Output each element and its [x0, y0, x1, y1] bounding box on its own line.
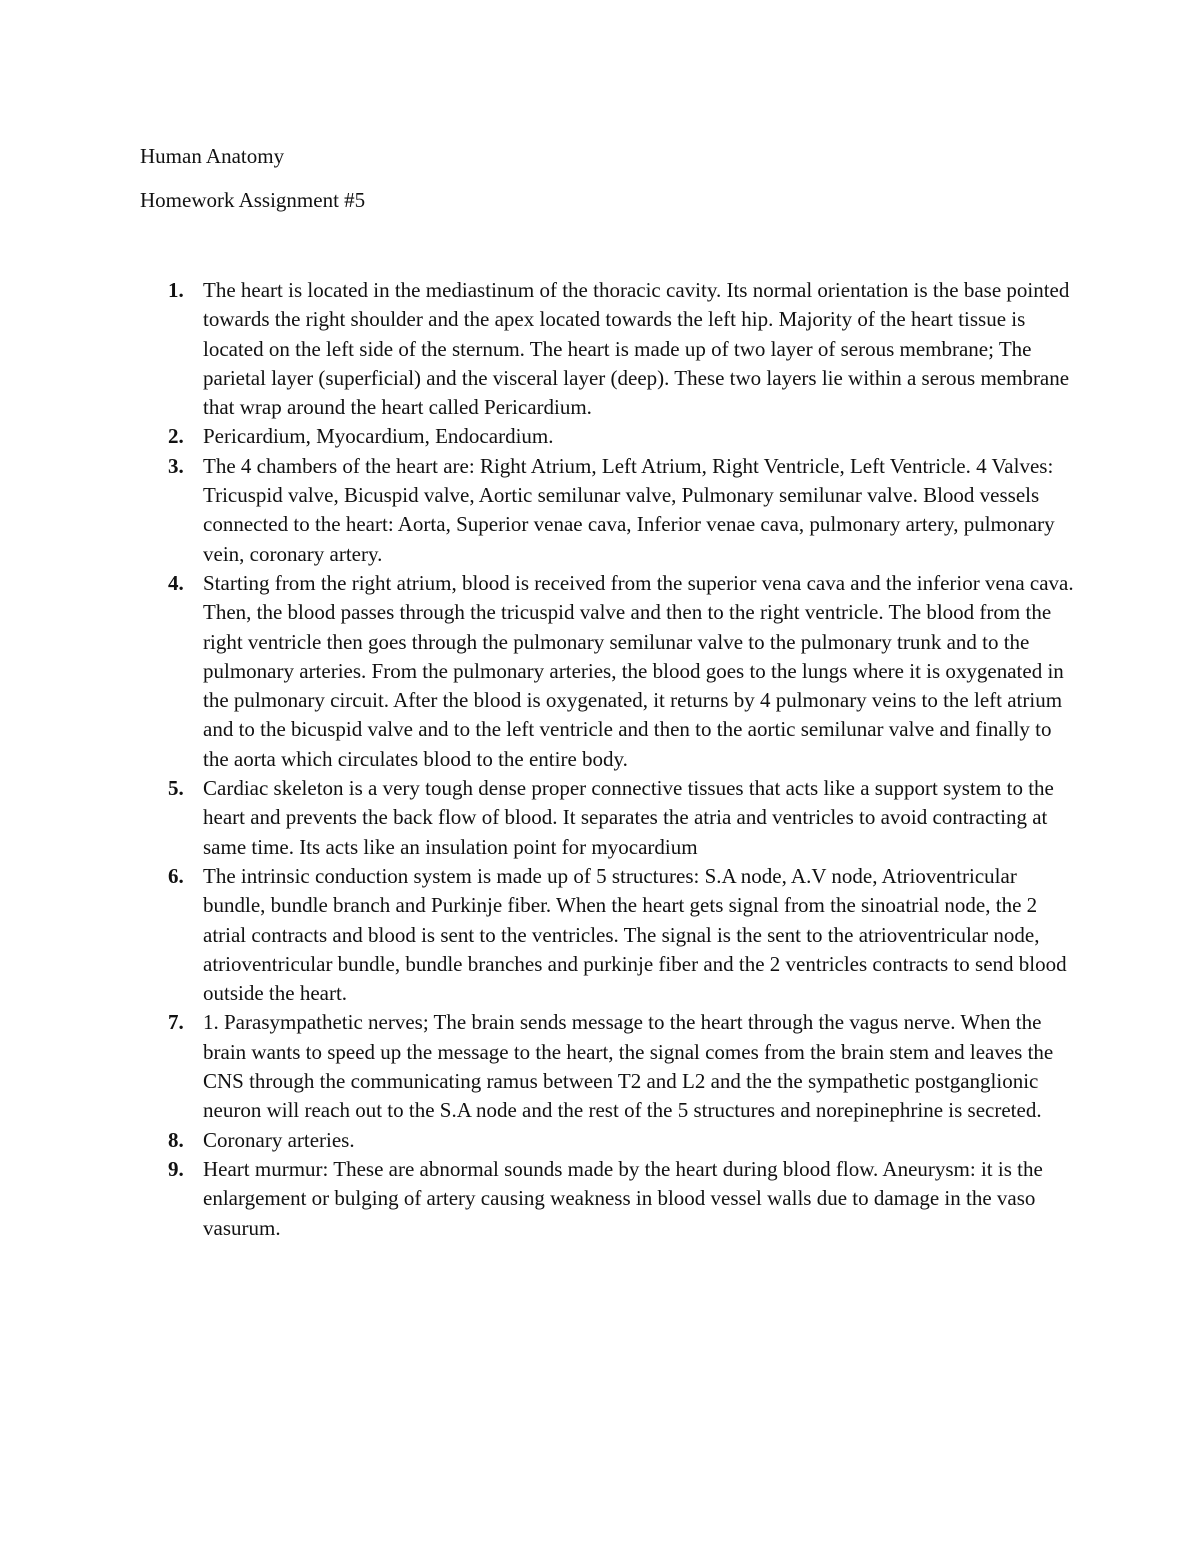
answer-number: 8. — [168, 1127, 184, 1152]
answer-number: 3. — [168, 453, 184, 478]
document-title: Human Anatomy — [140, 144, 285, 168]
answer-number: 1. — [168, 278, 184, 302]
answer-number: 5. — [168, 776, 184, 801]
answer-item — [140, 276, 1080, 422]
answer-item — [140, 1155, 1080, 1243]
answer-text: The 4 chambers of the heart are: Right Atrium, Left Atrium, Right Ventricle, Left Ventricle. 4 Valves: Tricuspid valve, Bicuspid valve, Aortic semilunar valve, Pulmonary semilunar valve. Blood vessels connected to the heart: Aorta, Superior venae cava, Inferior venae cava, pulmonary artery, pulmonary vein, coronary artery. — [203, 453, 1055, 566]
answer-item — [140, 774, 1080, 862]
answer-item — [140, 1008, 1080, 1125]
answer-text: Starting from the right atrium, blood is received from the superior vena cava and the inferior vena cava. Then, the blood passes through the tricuspid valve and then to the right ventricle. The blood from the right ventricle then goes through the pulmonary semilunar valve to the pulmonary trunk and to the pulmonary arteries. From the pulmonary arteries, the blood goes to the lungs where it is oxygenated in the pulmonary circuit. After the blood is oxygenated, it returns by 4 pulmonary veins to the left atrium and to the bicuspid valve and to the left ventricle and then to the aortic semilunar valve and finally to the aorta which circulates blood to the entire body. — [203, 570, 1074, 771]
answer-item — [140, 422, 1080, 451]
answer-text: Coronary arteries. — [203, 1127, 355, 1152]
answer-number: 4. — [168, 570, 184, 595]
answer-number: 7. — [168, 1010, 184, 1035]
answer-list — [140, 276, 1080, 1243]
answer-number: 6. — [168, 863, 184, 888]
answer-text: The intrinsic conduction system is made up of 5 structures: S.A node, A.V node, Atrioventricular bundle, bundle branch and Purkinje fiber. When the heart gets signal from the sinoatrial node, the 2 atrial contracts and blood is sent to the ventricles. The signal is the sent to the atrioventricular node, atrioventricular bundle, bundle branches and purkinje fiber and the 2 ventricles contracts to send blood outside the heart. — [203, 863, 1067, 1006]
answer-item — [140, 862, 1080, 1008]
answer-number: 2. — [168, 424, 184, 449]
answer-text: The heart is located in the mediastinum of the thoracic cavity. Its normal orientation is the base pointed towards the right shoulder and the apex located towards the left hip. Majority of the heart tissue is located on the left side of the sternum. The heart is made up of two layer of serous membrane; The parietal layer (superficial) and the visceral layer (deep). These two layers lie within a serous membrane that wrap around the heart called Pericardium. — [203, 278, 1070, 420]
assignment-title: Homework Assignment #5 — [140, 188, 366, 212]
answer-text: Cardiac skeleton is a very tough dense proper connective tissues that acts like a support system to the heart and prevents the back flow of blood. It separates the atria and ventricles to avoid contracting at same time. Its acts like an insulation point for myocardium — [203, 776, 1054, 859]
answer-text: Heart murmur: These are abnormal sounds made by the heart during blood flow. Aneurysm: it is the enlargement or bulging of artery causing weakness in blood vessel walls due to damage in the vaso vasurum. — [203, 1156, 1043, 1240]
answer-number: 9. — [168, 1156, 184, 1181]
answer-text: Pericardium, Myocardium, Endocardium. — [203, 424, 554, 449]
answer-text: 1. Parasympathetic nerves; The brain sends message to the heart through the vagus nerve. When the brain wants to speed up the message to the heart, the signal comes from the brain stem and leaves the CNS through the communicating ramus between T2 and L2 and the the sympathetic postganglionic neuron will reach out to the S.A node and the rest of the 5 structures and norepinephrine is secreted. — [203, 1010, 1054, 1123]
answer-item — [140, 1126, 1080, 1155]
answer-item — [140, 452, 1080, 569]
answer-item — [140, 569, 1080, 774]
